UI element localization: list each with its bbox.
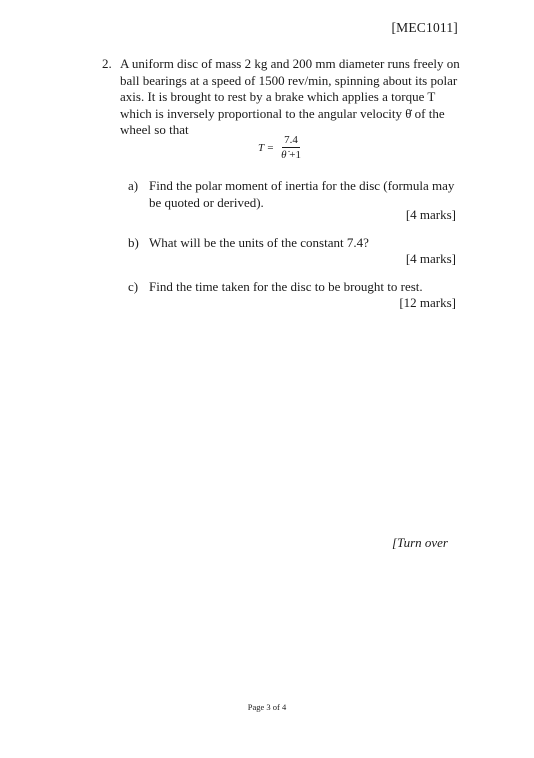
part-label: a) bbox=[128, 178, 139, 193]
question-line: A uniform disc of mass 2 kg and 200 mm diameter runs freely on bbox=[120, 56, 460, 71]
formula-numerator: 7.4 bbox=[284, 134, 298, 146]
question-text bbox=[120, 56, 460, 139]
part-line: Find the time taken for the disc to be brought to rest. bbox=[149, 279, 423, 294]
part-text bbox=[149, 235, 369, 252]
part-b-marks: [4 marks] bbox=[405, 251, 456, 266]
formula-denominator-variable: θ̇ bbox=[281, 149, 287, 161]
question-line: ball bearings at a speed of 1500 rev/min, spinning about its polar bbox=[120, 72, 458, 88]
module-code: [MEC1011] bbox=[391, 20, 458, 35]
part-line: Find the polar moment of inertia for the disc (formula may bbox=[149, 178, 455, 193]
formula-denominator-constant: +1 bbox=[286, 149, 301, 161]
turn-over-note: [Turn over bbox=[392, 535, 448, 550]
question-line: which is inversely proportional to the angular velocity θ̇ of the bbox=[120, 105, 445, 121]
part-c-marks: [12 marks] bbox=[399, 295, 456, 310]
part-label: c) bbox=[128, 279, 139, 294]
page-footer: Page 3 of 4 bbox=[247, 702, 287, 712]
formula-lhs: T = bbox=[258, 142, 275, 154]
part-a-marks: [4 marks] bbox=[405, 207, 456, 222]
part-line: be quoted or derived). bbox=[149, 194, 264, 210]
formula-denominator bbox=[281, 148, 301, 162]
question-line: wheel so that bbox=[120, 122, 189, 137]
question-line: axis. It is brought to rest by a brake which applies a torque T bbox=[120, 89, 436, 104]
question-number: 2. bbox=[102, 56, 112, 71]
part-text bbox=[149, 279, 423, 296]
formula-fraction bbox=[281, 134, 301, 162]
part-label: b) bbox=[128, 235, 139, 250]
torque-formula bbox=[258, 134, 301, 162]
part-line: What will be the units of the constant 7.4? bbox=[149, 235, 369, 250]
